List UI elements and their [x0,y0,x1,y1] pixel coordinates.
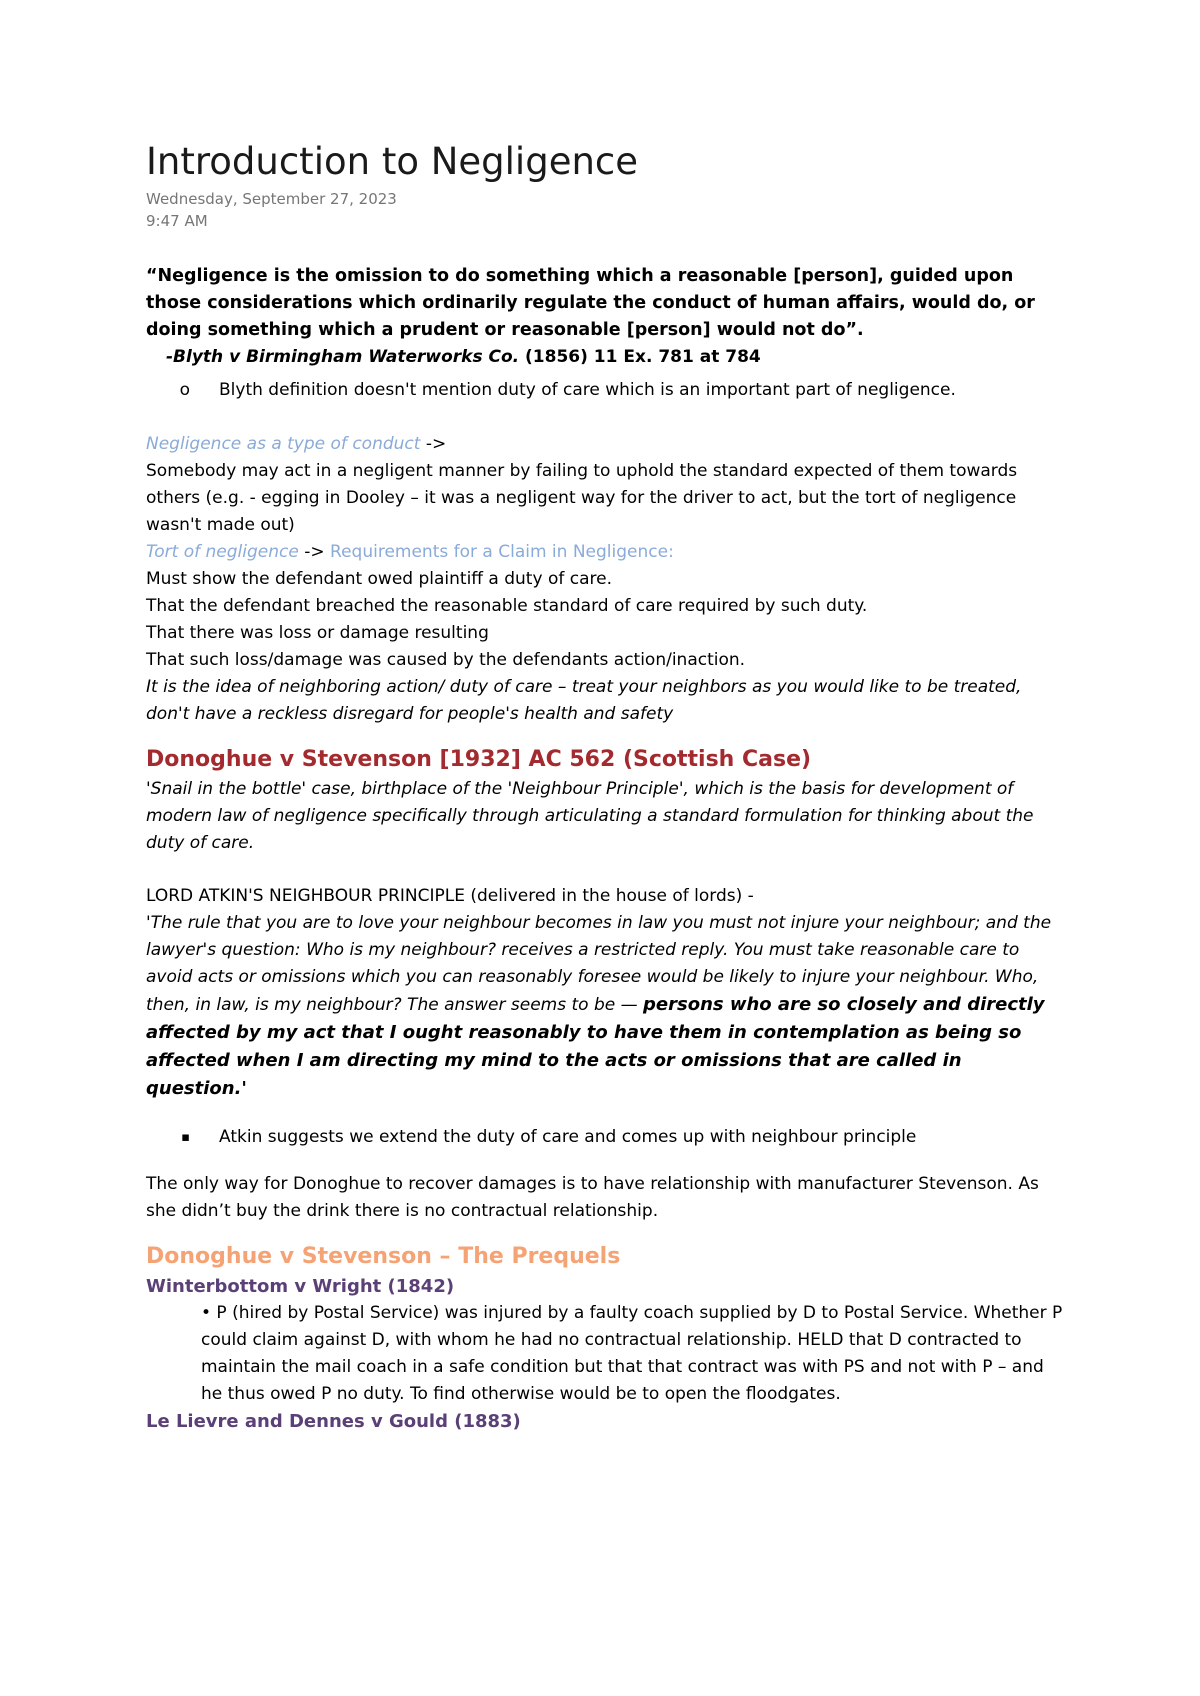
hollow-bullet-icon: o [179,380,190,400]
tort-heading [146,539,1066,566]
conduct-arrow: -> [420,434,447,454]
list-item-text: Blyth definition doesn't mention duty of care which is an important part of negligence. [219,380,956,400]
winterbottom-heading: Winterbottom v Wright (1842) [146,1276,455,1297]
prequels-heading: Donoghue v Stevenson – The Prequels [146,1244,621,1269]
citation-ref: (1856) 11 Ex. 781 at 784 [519,347,761,367]
list-item-text: Atkin suggests we extend the duty of care and comes up with neighbour principle [219,1127,917,1147]
atkin-quote-emphasis: persons who are so closely and directly affected by my act that I ought reasonably to have them in contemplation as being so affected when I am directing my mind to the acts or omissions that are called in question.' [146,994,1045,1099]
quote-citation [146,344,1066,371]
list-item-blyth [146,377,1066,404]
page-time: 9:47 AM [146,212,208,230]
conduct-heading [146,431,1066,458]
neighbour-note: It is the idea of neighboring action/ duty of care – treat your neighbors as you would like to be treated, don't have a reckless disregard for people's health and safety [146,677,1022,724]
tort-label: Tort of negligence [146,542,299,562]
conduct-text: Somebody may act in a negligent manner by failing to uphold the standard expected of them towards others (e.g. - egging in Dooley – it was a negligent way for the driver to act, but the tort of negligence wasn't made out) [146,461,1018,535]
requirement-line: That the defendant breached the reasonable standard of care required by such duty. [146,596,868,616]
atkin-quote-text: 'The rule that you are to love your neighbour becomes in law you must not injure your neighbour; and the lawyer's question: Who is my neighbour? receives a restricted reply. You must take reasonable care to avoid acts or omissions which you can reasonably foresee would be likely to injure your neighbour. Who, then, in law, is my neighbour? The answer seems to be — [146,913,1052,1015]
donoghue-heading: Donoghue v Stevenson [1932] AC 562 (Scottish Case) [146,747,812,772]
list-item-atkin [146,1124,1066,1151]
conduct-label: Negligence as a type of conduct [146,434,421,454]
requirement-line: That such loss/damage was caused by the defendants action/inaction. [146,650,746,670]
requirement-line: Must show the defendant owed plaintiff a duty of care. [146,569,612,589]
atkin-principle-quote [146,910,1066,1103]
tort-requirements-label: Requirements for a Claim in Negligence: [330,542,674,562]
donoghue-summary: 'Snail in the bottle' case, birthplace of the 'Neighbour Principle', which is the basis for development of modern law of negligence specifically through articulating a standard formulation for thinking about the duty of care. [146,779,1034,853]
page-date: Wednesday, September 27, 2023 [146,190,397,208]
recovery-text: The only way for Donoghue to recover damages is to have relationship with manufacturer Stevenson. As she didn’t buy the drink there is no contractual relationship. [146,1174,1039,1221]
lelievre-heading: Le Lievre and Dennes v Gould (1883) [146,1411,521,1432]
page-title: Introduction to Negligence [146,140,639,183]
negligence-quote: “Negligence is the omission to do something which a reasonable [person], guided upon those considerations which ordinarily regulate the conduct of human affairs, would do, or doing something which a prudent or reasonable [person] would not do”. [146,266,1035,340]
winterbottom-text: • P (hired by Postal Service) was injured by a faulty coach supplied by D to Postal Service. Whether P could claim against D, with whom he had no contractual relationship. HELD that D contracted to maintain the mail coach in a safe condition but that that contract was with PS and not with P – and he thus owed P no duty. To find otherwise would be to open the floodgates. [201,1303,1063,1404]
tort-arrow: -> [298,542,331,562]
atkin-principle-title: LORD ATKIN'S NEIGHBOUR PRINCIPLE (delivered in the house of lords) - [146,886,754,906]
square-bullet-icon: ▪ [181,1130,190,1145]
citation-case: -Blyth v Birmingham Waterworks Co. [166,347,520,367]
document-content [146,138,1066,1435]
requirement-line: That there was loss or damage resulting [146,623,489,643]
